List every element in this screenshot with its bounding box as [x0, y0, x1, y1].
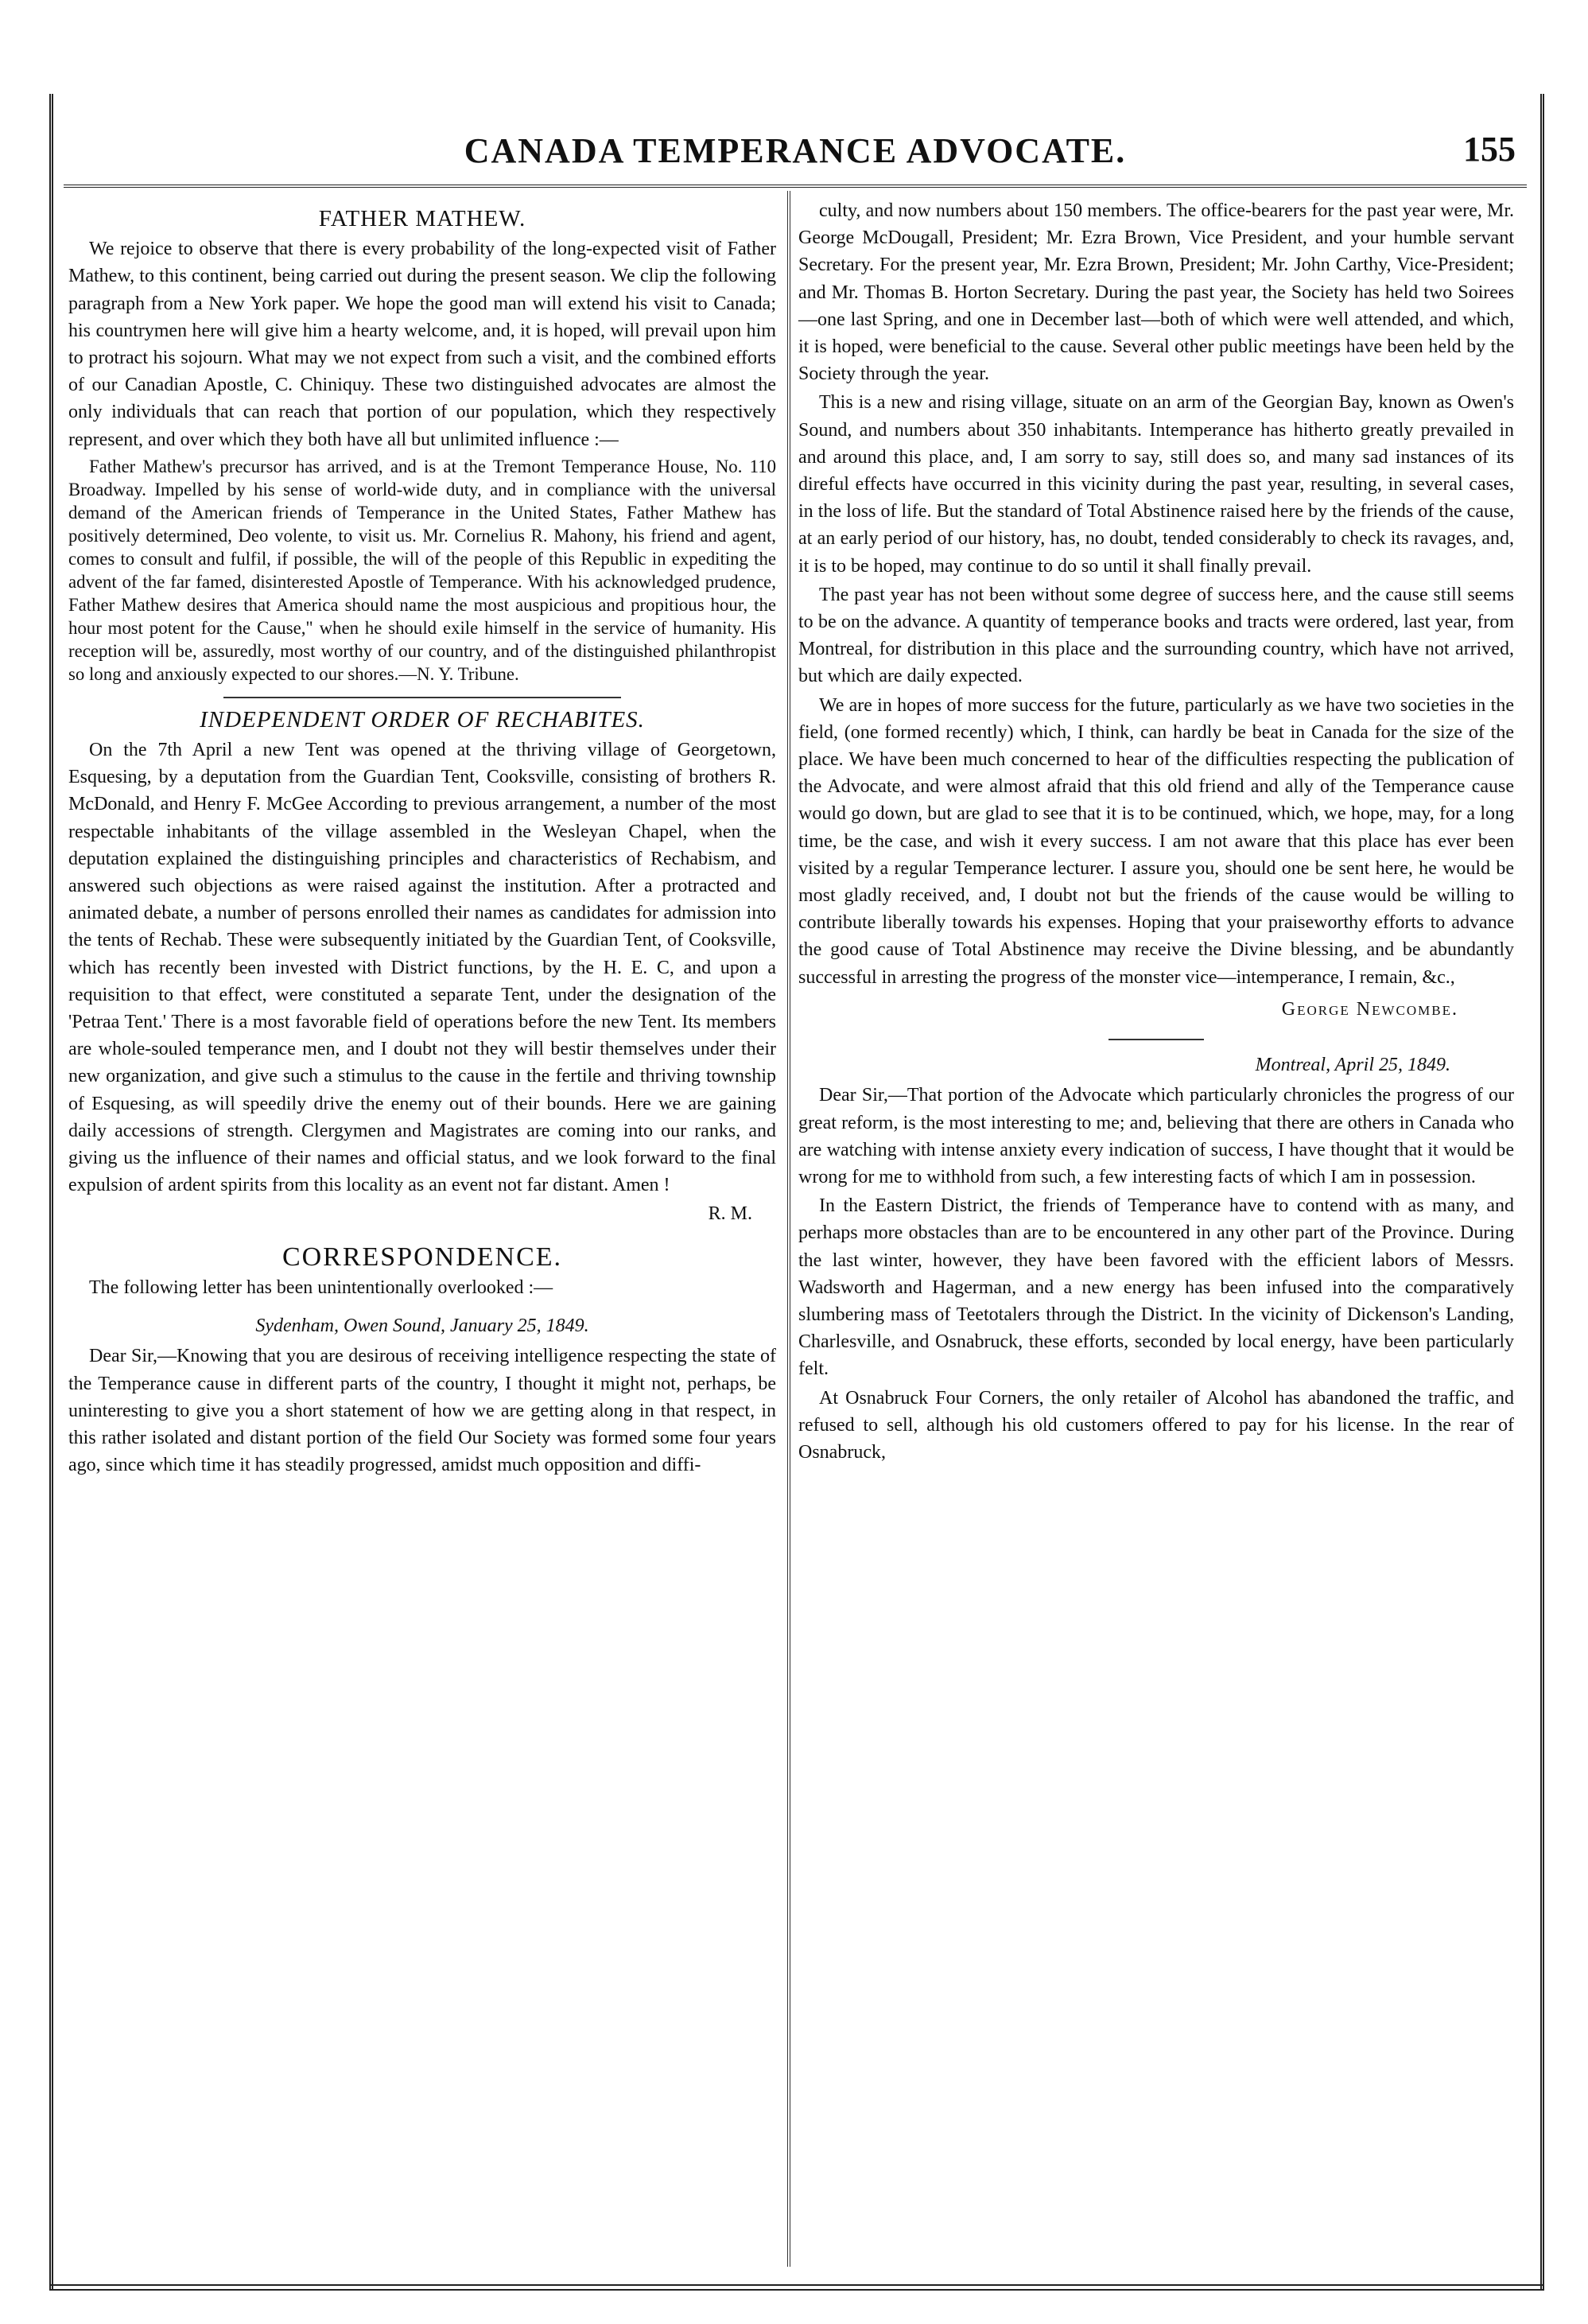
page-number: 155: [1463, 130, 1516, 169]
section-rule: [223, 697, 621, 698]
rechabites-signature: R. M.: [708, 1203, 752, 1225]
letter-signature: George Newcombe.: [1281, 998, 1458, 1020]
montreal-letter-paragraph-3: At Osnabruck Four Corners, the only retailer of Alcohol has abandoned the traffic, and refused to sell, although his old customers offered to pay for his license. In the rear of Osnabruck,: [798, 1387, 1514, 1463]
father-mathew-quote-block: [68, 455, 776, 686]
montreal-letter-paragraph-1: Dear Sir,—That portion of the Advocate which particularly chronicles the progress of our great reform, is the most interesting to me; and, believing that there are others in Canada who are watching with intense anxiety every indication of success, I have thought that it would be wrong for me to withhold from such, a few interesting facts of which I am in possession.: [798, 1085, 1514, 1187]
left-column: [68, 197, 776, 1480]
correspondence-intro: The following letter has been unintentionally overlooked :—: [89, 1277, 553, 1298]
rechabites-signoff: [68, 1200, 776, 1227]
correspondence-dateline: Sydenham, Owen Sound, January 25, 1849.: [255, 1316, 589, 1337]
letter-paragraph-4: We are in hopes of more success for the future, particularly as we have two societies in the field, (one formed recently) which, I think, can hardly be beat in Canada for the size of the place. We have been much concerned to hear of the difficulties respecting the publication of the Advocate, and were almost afraid that this old friend and ally of the Temperance cause would go down, but are glad to see that it is to be continued, which, we hope, may, for a long time, be the case, and wish it every success. I am not aware that this place has ever been visited by a regular Temperance lecturer. I assure you, should one be sent here, he would be most gladly received, and, I doubt not but the friends of the cause would be willing to contribute liberally towards his expenses. Hoping that your praiseworthy efforts to advance the good cause of Total Abstinence may receive the Divine blessing, and be abundantly successful in arresting the progress of the monster vice—intemperance, I remain, &c.,: [798, 694, 1514, 988]
letter-separator-rule: [1108, 1039, 1204, 1040]
montreal-letter-paragraph-2: In the Eastern District, the friends of Temperance have to contend with as many, and perhaps more obstacles than are to be encountered in any other part of the Province. During the last winter, however, they have been favored with the efficient labors of Messrs. Wadsworth and Hagerman, and a new energy has been infused into the comparatively slumbering mass of Teetotalers through the District. In the vicinity of Dickenson's Landing, Charlesville, and Osnabruck, these efforts, seconded by local energy, have been particularly felt.: [798, 1195, 1514, 1380]
correspondence-letter-body: Dear Sir,—Knowing that you are desirous of receiving intelligence respecting the state of the Temperance cause in different parts of the country, I thought it might not, perhaps, be uninteresting to give you a short statement of how we are getting along in that respect, in this rather isolated and distant portion of the field Our Society was formed some four years ago, since which time it has steadily progressed, amidst much opposition and diffi-: [68, 1346, 776, 1476]
father-mathew-heading: FATHER MATHEW.: [318, 206, 526, 231]
montreal-dateline: Montreal, April 25, 1849.: [1255, 1055, 1450, 1076]
page-bottom-rule: [49, 2284, 1544, 2291]
rechabites-body: On the 7th April a new Tent was opened at the thriving village of Georgetown, Esquesing, by a deputation from the Guardian Tent, Cooksville, consisting of brothers R. McDonald, and Henry F. McGee According to previous arrangement, a number of the most respectable inhabitants of the village assembled in the Wesleyan Chapel, when the deputation explained the distinguishing principles and characteristics of Rechabism, and answered such objections as were raised against the institution. After a protracted and animated debate, a number of persons enrolled their names as candidates for admission into the tents of Rechab. These were subsequently initiated by the Guardian Tent, of Cooksville, which has recently been invested with District functions, by the H. E. C, and upon a requisition to that effect, were constituted a separate Tent, under the designation of the 'Petraa Tent.' There is a most favorable field of operations before the new Tent. Its members are whole-souled temperance men, and I doubt not they will bestir themselves under their new organization, and give such a stimulus to the cause in the fertile and thriving township of Esquesing, as will speedily drive the enemy out of their bounds. Here we are gaining daily accessions of strength. Clergymen and Magistrates are coming into our ranks, and giving us the influence of their names and official status, and we look forward to the final expulsion of ardent spirits from this locality as an event not far distant. Amen !: [68, 740, 776, 1196]
newspaper-title: CANADA TEMPERANCE ADVOCATE.: [464, 131, 1127, 170]
column-divider: [787, 191, 790, 2267]
father-mathew-intro: We rejoice to observe that there is every probability of the long-expected visit of Father Mathew, to this continent, being carried out during the present season. We clip the following paragraph from a New York paper. We hope the good man will extend his visit to Canada; his countrymen here will give him a hearty welcome, and, it is hoped, will prevail upon him to protract his sojourn. What may we not expect from such a visit, and the combined efforts of our Canadian Apostle, C. Chiniquy. These two distinguished advocates are almost the only individuals that can reach that portion of our population, which they respectively represent, and over which they both have all but unlimited influence :—: [68, 239, 776, 450]
page-header: [64, 119, 1527, 183]
right-column: [798, 197, 1514, 1467]
header-rule: [64, 185, 1527, 188]
rechabites-heading: INDEPENDENT ORDER OF RECHABITES.: [200, 706, 645, 733]
letter-paragraph-1: culty, and now numbers about 150 members. The office-bearers for the past year were, Mr. George McDougall, President; Mr. Ezra Brown, Vice President, and your humble servant Secretary. For the present year, Mr. Ezra Brown, President; Mr. John Carthy, Vice-President; and Mr. Thomas B. Horton Secretary. During the past year, the Society has held two Soirees—one last Spring, and one in December last—both of which were well attended, and which, it is hoped, were beneficial to the cause. Several other public meetings have been held by the Society through the year.: [798, 200, 1514, 385]
correspondence-heading: CORRESPONDENCE.: [281, 1242, 563, 1272]
letter-paragraph-2: This is a new and rising village, situate on an arm of the Georgian Bay, known as Owen's Sound, and numbers about 350 inhabitants. Intemperance has hitherto greatly prevailed in and around this place, and, I am sorry to say, still does so, and many sad instances of its direful effects have occurred in this vicinity during the past year, resulting, in several cases, in the loss of life. But the standard of Total Abstinence raised here by the friends of the cause, at an early period of our history, has, no doubt, tended considerably to check its ravages, and, it is to be hoped, may continue to do so until it shall finally prevail.: [798, 392, 1514, 577]
father-mathew-quote: Father Mathew's precursor has arrived, and is at the Tremont Temperance House, No. 110 Broadway. Impelled by his sense of world-wide duty, and in compliance with the universal demand of the American friends of Temperance in the United States, Father Mathew has positively determined, Deo volente, to visit us. Mr. Cornelius R. Mahony, his friend and agent, comes to consult and fulfil, if possible, the will of the people of this Republic in expediting the advent of the far famed, disinterested Apostle of Temperance. With his acknowledged prudence, Father Mathew desires that America should name the most auspicious and propitious hour, the hour most potent for the Cause," when he should exile himself in the service of humanity. His reception will be, assuredly, most worthy of our country, and of the distinguished philanthropist so long and anxiously expected to our shores.—N. Y. Tribune.: [68, 456, 776, 684]
letter-paragraph-3: The past year has not been without some degree of success here, and the cause still seems to be on the advance. A quantity of temperance books and tracts were ordered, last year, from Montreal, for distribution in this place and the surrounding country, which have not arrived, but which are daily expected.: [798, 584, 1514, 687]
